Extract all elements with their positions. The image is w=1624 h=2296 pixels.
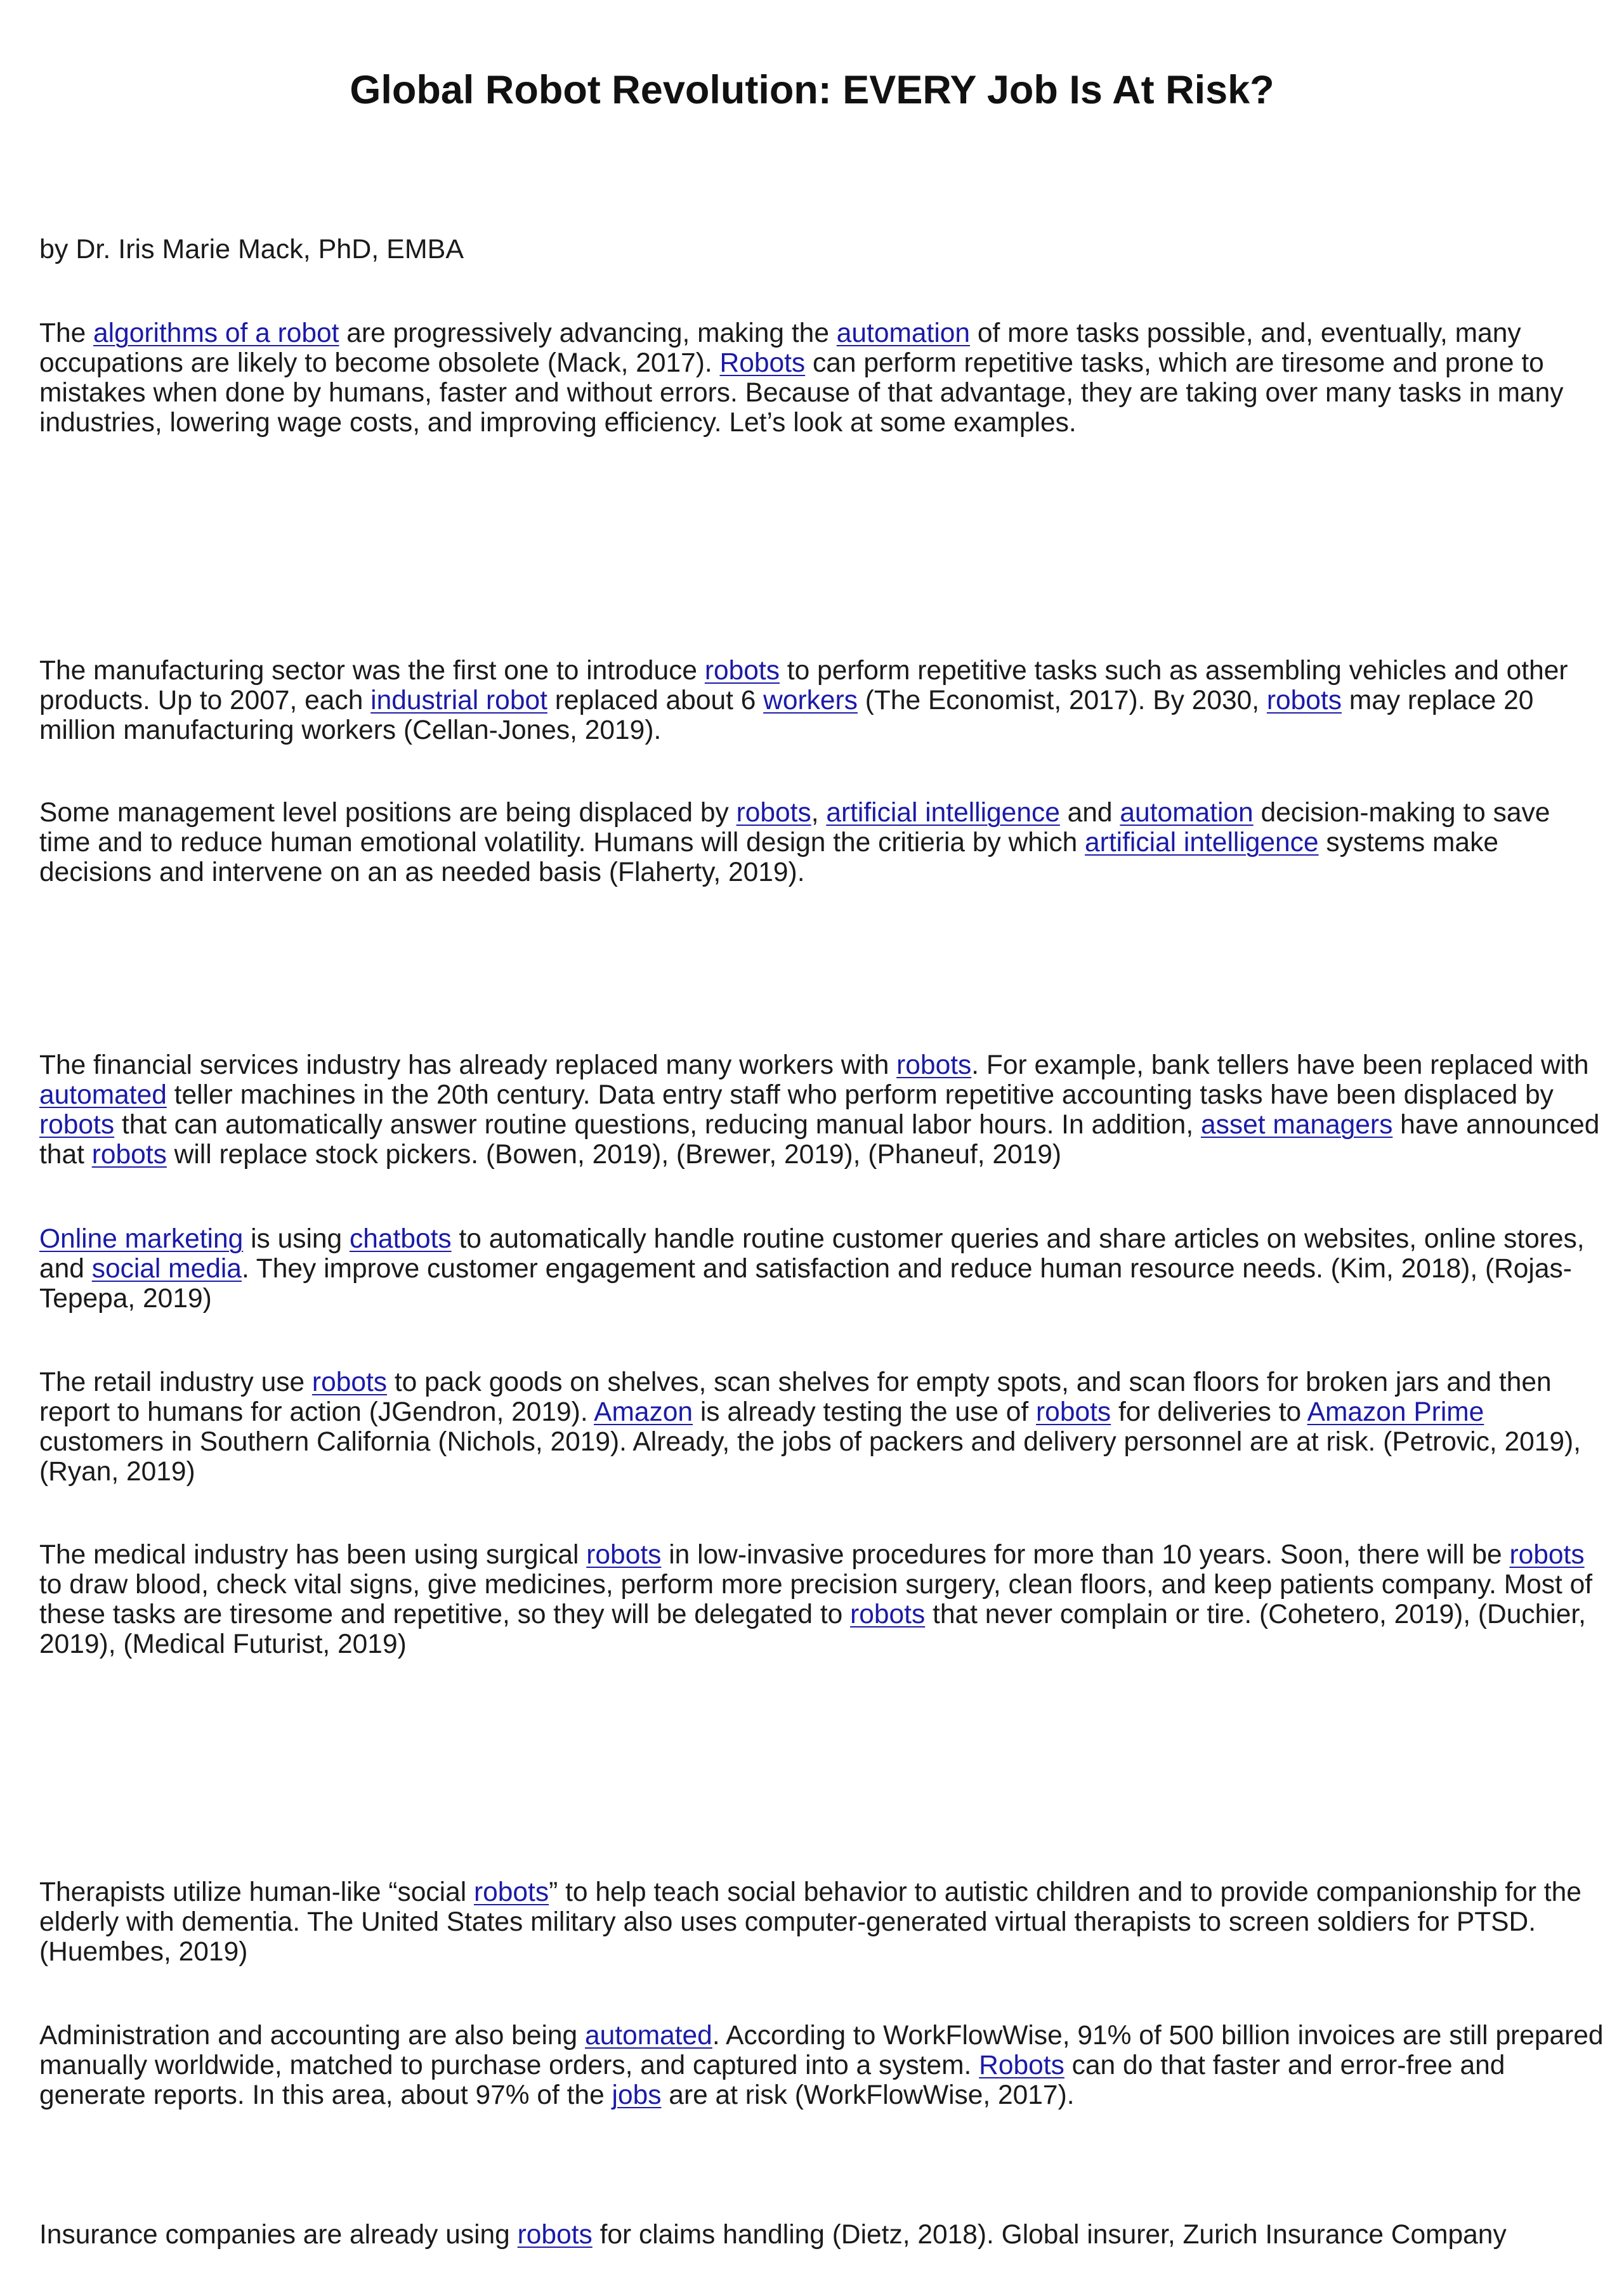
inline-link[interactable]: industrial robot [370,686,547,715]
inline-link[interactable]: robots [311,1367,388,1397]
text-segment: decision-making to save time and to reduce human emotional volatility. Humans will design the critieria by which [39,798,1550,858]
text-segment: are progressively advancing, making the [339,318,837,348]
text-segment: (The Economist, 2017). By 2030, [857,686,1267,715]
inline-link[interactable]: artificial intelligence [1085,828,1319,858]
inline-link[interactable]: automation [836,318,971,348]
text-segment: and [1059,798,1120,828]
text-segment: for claims handling (Dietz, 2018). Global insurer, Zurich Insurance Company [592,2220,1507,2250]
paragraph-insurance [39,2220,1606,2250]
text-segment: have announced that [39,1110,1600,1170]
text-segment: replaced about 6 [547,686,764,715]
inline-link[interactable]: Online marketing [39,1224,244,1254]
text-segment: that never complain or tire. (Cohetero, 2019), (Duchier, 2019), (Medical Futurist, 2019) [39,1600,1586,1659]
inline-link[interactable]: social media [91,1254,242,1284]
text-segment: . According to WorkFlowWise, 91% of 500 billion invoices are still prepared manually worldwide, matched to purchase orders, and captured into a system. [39,2021,1604,2080]
text-segment: Some management level positions are being displaced by [39,798,737,828]
text-segment: is using [243,1224,350,1254]
text-segment: to automatically handle routine customer queries and share articles on websites, online stores, and [39,1224,1585,1284]
text-segment: are at risk (WorkFlowWise, 2017). [661,2080,1075,2110]
text-segment: can do that faster and error-free and generate reports. In this area, about 97% of the [39,2051,1505,2110]
paragraph-medical [39,1540,1606,1659]
text-segment: Insurance companies are already using [39,2220,518,2250]
text-segment: ” to help teach social behavior to autistic children and to provide companionship for the elderly with dementia. The United States military also uses computer-generated virtual therapists to screen soldiers for PTSD. (Huembes, 2019) [39,1877,1581,1967]
inline-link[interactable]: jobs [612,2080,662,2110]
inline-link[interactable]: algorithms of a robot [93,318,339,348]
inline-link[interactable]: chatbots [349,1224,452,1254]
inline-link[interactable]: robots [1036,1397,1111,1427]
text-segment: to perform repetitive tasks such as assembling vehicles and other products. Up to 2007, each [39,656,1568,715]
inline-link[interactable]: artificial intelligence [826,798,1060,828]
inline-link[interactable]: robots [850,1600,926,1629]
inline-link[interactable]: robots [517,2220,593,2250]
inline-link[interactable]: automated [584,2021,712,2051]
inline-link[interactable]: Amazon [594,1397,693,1427]
text-segment: Administration and accounting are also being [39,2021,585,2051]
text-segment: in low-invasive procedures for more than 10 years. Soon, there will be [661,1540,1510,1570]
text-segment: teller machines in the 20th century. Data entry staff who perform repetitive accounting tasks have been displaced by [166,1080,1554,1110]
inline-link[interactable]: robots [736,798,811,828]
inline-link[interactable]: robots [1509,1540,1585,1570]
text-segment: to pack goods on shelves, scan shelves for empty spots, and scan floors for broken jars and then report to humans for action (JGendron, 2019). [39,1367,1552,1427]
text-segment: . They improve customer engagement and satisfaction and reduce human resource needs. (Kim, 2018), (Rojas-Tepepa, 2019) [39,1254,1572,1314]
inline-link[interactable]: robots [1266,686,1342,715]
paragraph-therapists [39,1877,1606,1967]
text-segment: customers in Southern California (Nichols, 2019). Already, the jobs of packers and delivery personnel are at risk. (Petrovic, 2019), (Ryan, 2019) [39,1427,1581,1487]
paragraph-retail [39,1367,1606,1487]
text-segment: The retail industry use [39,1367,312,1397]
inline-link[interactable]: asset managers [1200,1110,1393,1140]
text-segment: is already testing the use of [693,1397,1037,1427]
inline-link[interactable]: robots [473,1877,549,1907]
text-segment: for deliveries to [1111,1397,1307,1427]
inline-link[interactable]: robots [91,1140,167,1170]
paragraph-administration [39,2021,1606,2110]
paragraph-financial-services [39,1050,1606,1170]
text-segment: systems make decisions and intervene on an as needed basis (Flaherty, 2019). [39,828,1498,887]
text-segment: of more tasks possible, and, eventually, many occupations are likely to become obsolete (Mack, 2017). [39,318,1521,378]
inline-link[interactable]: robots [586,1540,662,1570]
article-title: Global Robot Revolution: EVERY Job Is At Risk? [350,68,1274,112]
inline-link[interactable]: Robots [719,348,806,378]
text-segment: , [811,798,827,828]
inline-link[interactable]: Robots [979,2051,1064,2080]
text-segment: to draw blood, check vital signs, give medicines, perform more precision surgery, clean floors, and keep patients company. Most of these tasks are tiresome and repetitive, so they will be delegated to [39,1570,1593,1629]
paragraph-online-marketing [39,1224,1606,1314]
text-segment: The medical industry has been using surgical [39,1540,587,1570]
inline-link[interactable]: robots [896,1050,972,1080]
article-byline: by Dr. Iris Marie Mack, PhD, EMBA [39,234,464,264]
paragraph-intro [39,318,1606,438]
text-segment: . For example, bank tellers have been replaced with [971,1050,1589,1080]
text-segment: may replace 20 million manufacturing workers (Cellan-Jones, 2019). [39,686,1534,745]
inline-link[interactable]: robots [704,656,780,686]
text-segment: Therapists utilize human-like “social [39,1877,474,1907]
inline-link[interactable]: robots [39,1110,115,1140]
text-segment: The [39,318,94,348]
inline-link[interactable]: automated [39,1080,167,1110]
inline-link[interactable]: workers [763,686,858,715]
text-segment: can perform repetitive tasks, which are tiresome and prone to mistakes when done by humans, faster and without errors. Because of that advantage, they are taking over many tasks in many industries, lowering wage costs, and improving efficiency. Let’s look at some examples. [39,348,1564,438]
text-segment: will replace stock pickers. (Bowen, 2019), (Brewer, 2019), (Phaneuf, 2019) [166,1140,1062,1170]
text-segment: The manufacturing sector was the first one to introduce [39,656,705,686]
paragraph-manufacturing [39,656,1606,745]
paragraph-management [39,798,1606,887]
inline-link[interactable]: automation [1120,798,1254,828]
inline-link[interactable]: Amazon Prime [1307,1397,1484,1427]
text-segment: The financial services industry has already replaced many workers with [39,1050,897,1080]
text-segment: that can automatically answer routine questions, reducing manual labor hours. In addition, [114,1110,1201,1140]
